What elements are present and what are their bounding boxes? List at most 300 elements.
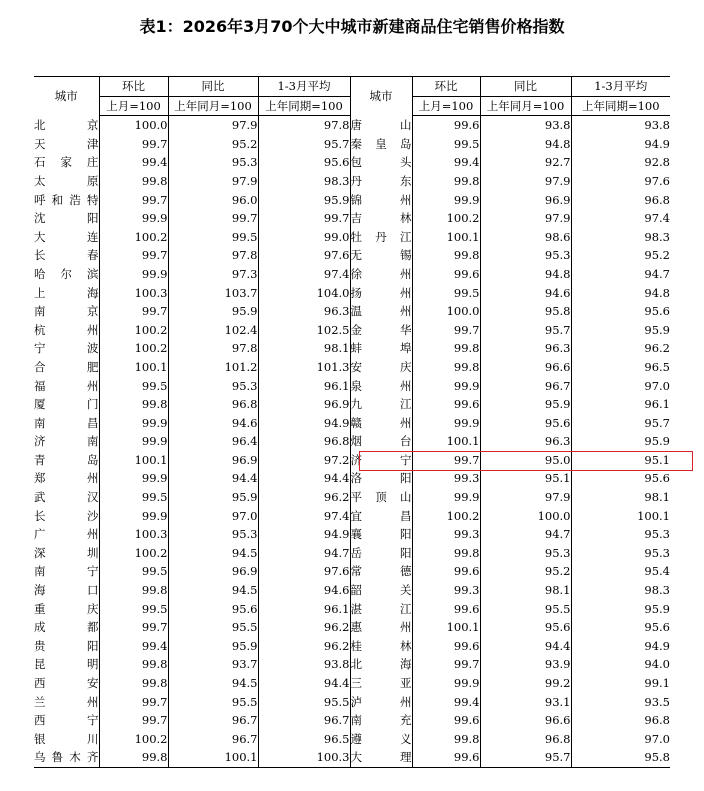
header-mom-left: 环比: [99, 77, 168, 97]
index-cell: 99.4: [99, 153, 168, 172]
table-row: [34, 302, 670, 321]
index-cell: 100.2: [99, 339, 168, 358]
header-mom-right: 环比: [412, 77, 480, 97]
table-row: [34, 711, 670, 730]
index-cell: 96.1: [258, 600, 350, 619]
index-cell: 99.8: [99, 748, 168, 767]
city-cell: 襄阳: [350, 525, 412, 544]
index-cell: 100.2: [99, 228, 168, 247]
index-cell: 95.2: [480, 562, 571, 581]
city-cell: 沈阳: [34, 211, 99, 226]
index-cell: 96.4: [168, 432, 258, 451]
city-cell: 惠州: [350, 618, 412, 637]
index-cell: 94.5: [168, 674, 258, 693]
index-cell: 95.1: [480, 469, 571, 488]
index-cell: 95.3: [168, 525, 258, 544]
index-cell: 99.7: [99, 246, 168, 265]
city-cell: 南昌: [34, 415, 99, 430]
index-cell: 95.9: [168, 637, 258, 656]
index-cell: 99.6: [412, 395, 480, 414]
city-cell: 北京: [34, 117, 99, 132]
index-cell: 97.8: [168, 339, 258, 358]
index-cell: 95.3: [480, 544, 571, 563]
index-cell: 100.1: [412, 432, 480, 451]
header-yoy-left: 同比: [168, 77, 258, 97]
index-cell: 100.3: [99, 284, 168, 303]
index-cell: 94.5: [168, 581, 258, 600]
header-avg-left: 1-3月平均: [258, 77, 350, 97]
city-cell: 郑州: [34, 471, 99, 486]
table-row: [34, 432, 670, 451]
index-cell: 93.1: [480, 693, 571, 712]
city-cell: 天津: [34, 136, 99, 151]
index-cell: 94.8: [571, 284, 670, 303]
index-cell: 94.6: [480, 284, 571, 303]
index-cell: 99.1: [571, 674, 670, 693]
index-cell: 97.4: [258, 265, 350, 284]
index-cell: 99.2: [480, 674, 571, 693]
index-cell: 96.5: [571, 358, 670, 377]
index-cell: 97.0: [168, 507, 258, 526]
index-cell: 94.5: [168, 544, 258, 563]
index-cell: 94.4: [168, 469, 258, 488]
index-cell: 96.8: [571, 711, 670, 730]
index-cell: 97.4: [258, 507, 350, 526]
index-cell: 99.5: [412, 135, 480, 154]
table-row: [34, 488, 670, 507]
header-yoy-base-left: 上年同月=100: [168, 96, 258, 116]
table-row: [34, 153, 670, 172]
table-row: [34, 358, 670, 377]
index-cell: 95.6: [258, 153, 350, 172]
index-cell: 94.6: [258, 581, 350, 600]
index-cell: 99.8: [412, 358, 480, 377]
table-row: [34, 618, 670, 637]
city-cell: 西安: [34, 676, 99, 690]
index-cell: 100.0: [99, 116, 168, 135]
city-cell: 扬州: [350, 284, 412, 303]
table-row: [34, 655, 670, 674]
index-cell: 94.4: [480, 637, 571, 656]
index-cell: 99.8: [99, 581, 168, 600]
city-cell: 哈尔滨: [34, 266, 99, 281]
index-cell: 94.8: [480, 265, 571, 284]
city-cell: 韶关: [350, 581, 412, 600]
index-cell: 96.9: [168, 562, 258, 581]
index-cell: 97.9: [480, 209, 571, 228]
index-cell: 99.5: [412, 284, 480, 303]
city-cell: 长沙: [34, 508, 99, 523]
index-cell: 99.6: [412, 265, 480, 284]
city-cell: 岳阳: [350, 544, 412, 563]
table-row: [34, 246, 670, 265]
table-body: [34, 116, 670, 768]
header-avg-base-left: 上年同期=100: [258, 96, 350, 116]
index-cell: 103.7: [168, 284, 258, 303]
table-row: [34, 600, 670, 619]
index-cell: 99.5: [99, 600, 168, 619]
city-cell: 乌鲁木齐: [34, 748, 99, 767]
city-cell: 三亚: [350, 674, 412, 693]
index-cell: 97.9: [168, 172, 258, 191]
index-cell: 96.6: [480, 358, 571, 377]
city-cell: 呼和浩特: [34, 192, 99, 207]
index-cell: 99.8: [412, 730, 480, 749]
city-cell: 太原: [34, 173, 99, 188]
index-cell: 94.7: [571, 265, 670, 284]
index-cell: 100.1: [168, 748, 258, 767]
city-cell: 成都: [34, 620, 99, 635]
index-cell: 99.8: [412, 339, 480, 358]
index-cell: 99.9: [412, 674, 480, 693]
index-cell: 100.1: [412, 618, 480, 637]
table-row: [34, 637, 670, 656]
city-cell: 济南: [34, 434, 99, 449]
index-cell: 96.3: [480, 432, 571, 451]
index-cell: 99.8: [412, 172, 480, 191]
index-cell: 97.9: [480, 488, 571, 507]
city-cell: 宜昌: [350, 507, 412, 526]
index-cell: 94.7: [258, 544, 350, 563]
city-cell: 唐山: [350, 116, 412, 135]
table-title: 表1：2026年3月70个大中城市新建商品住宅销售价格指数: [139, 17, 565, 36]
index-cell: 99.4: [412, 153, 480, 172]
index-cell: 99.3: [412, 581, 480, 600]
index-cell: 94.4: [258, 469, 350, 488]
index-cell: 95.6: [168, 600, 258, 619]
city-cell: 泉州: [350, 377, 412, 396]
city-cell: 平顶山: [350, 488, 412, 507]
index-cell: 99.9: [412, 414, 480, 433]
city-cell: 金华: [350, 321, 412, 340]
index-cell: 97.8: [258, 116, 350, 135]
index-cell: 99.6: [412, 711, 480, 730]
index-cell: 99.8: [99, 395, 168, 414]
index-cell: 99.7: [99, 302, 168, 321]
index-cell: 97.4: [571, 209, 670, 228]
index-cell: 94.8: [480, 135, 571, 154]
index-cell: 95.1: [571, 451, 670, 470]
table-row: [34, 284, 670, 303]
index-cell: 99.9: [99, 265, 168, 284]
index-cell: 96.3: [480, 339, 571, 358]
highlight-box-jining: [359, 451, 693, 471]
index-cell: 95.8: [480, 302, 571, 321]
index-cell: 99.5: [99, 562, 168, 581]
index-cell: 95.0: [480, 451, 571, 470]
city-cell: 北海: [350, 655, 412, 674]
index-cell: 97.9: [480, 172, 571, 191]
index-cell: 102.4: [168, 321, 258, 340]
city-cell: 福州: [34, 378, 99, 393]
table-row: [34, 414, 670, 433]
city-cell: 石家庄: [34, 155, 99, 170]
city-cell: 温州: [350, 302, 412, 321]
index-cell: 96.1: [571, 395, 670, 414]
index-cell: 99.9: [412, 488, 480, 507]
index-cell: 95.7: [480, 321, 571, 340]
index-cell: 99.7: [412, 451, 480, 470]
table-row: [34, 748, 670, 767]
city-cell: 重庆: [34, 601, 99, 616]
index-cell: 95.2: [168, 135, 258, 154]
index-cell: 95.9: [168, 488, 258, 507]
index-cell: 97.9: [168, 116, 258, 135]
city-cell: 秦皇岛: [350, 135, 412, 154]
index-cell: 95.3: [168, 153, 258, 172]
index-cell: 97.6: [571, 172, 670, 191]
index-cell: 95.5: [480, 600, 571, 619]
table-row: [34, 209, 670, 228]
index-cell: 99.9: [99, 507, 168, 526]
index-cell: 99.4: [99, 637, 168, 656]
city-cell: 常德: [350, 562, 412, 581]
city-cell: 包头: [350, 153, 412, 172]
index-cell: 99.8: [99, 674, 168, 693]
index-cell: 99.5: [99, 488, 168, 507]
index-cell: 95.6: [480, 414, 571, 433]
index-cell: 100.1: [99, 451, 168, 470]
index-cell: 104.0: [258, 284, 350, 303]
table-row: [34, 135, 670, 154]
index-cell: 98.1: [258, 339, 350, 358]
index-cell: 99.8: [99, 655, 168, 674]
index-cell: 95.9: [168, 302, 258, 321]
index-cell: 95.9: [571, 321, 670, 340]
city-cell: 泸州: [350, 693, 412, 712]
table-row: [34, 544, 670, 563]
index-cell: 99.5: [99, 377, 168, 396]
city-cell: 合肥: [34, 359, 99, 374]
city-cell: 武汉: [34, 490, 99, 505]
table-row: [34, 228, 670, 247]
city-cell: 南宁: [34, 564, 99, 579]
index-cell: 99.7: [168, 209, 258, 228]
index-cell: 95.3: [480, 246, 571, 265]
index-cell: 99.8: [412, 544, 480, 563]
index-cell: 94.6: [168, 414, 258, 433]
index-cell: 96.7: [168, 711, 258, 730]
index-cell: 95.2: [571, 246, 670, 265]
index-cell: 92.8: [571, 153, 670, 172]
index-cell: 99.7: [99, 191, 168, 210]
index-cell: 99.3: [412, 525, 480, 544]
index-cell: 96.8: [168, 395, 258, 414]
table-row: [34, 339, 670, 358]
table-row: [34, 116, 670, 135]
city-cell: 桂林: [350, 637, 412, 656]
index-cell: 96.2: [571, 339, 670, 358]
city-cell: 南京: [34, 304, 99, 319]
index-cell: 95.9: [480, 395, 571, 414]
index-cell: 96.1: [258, 377, 350, 396]
index-cell: 99.5: [168, 228, 258, 247]
table-row: [34, 265, 670, 284]
header-avg-base-right: 上年同期=100: [571, 96, 670, 116]
index-cell: 99.7: [258, 209, 350, 228]
city-cell: 西宁: [34, 713, 99, 728]
index-cell: 101.2: [168, 358, 258, 377]
index-cell: 96.2: [258, 488, 350, 507]
city-cell: 烟台: [350, 432, 412, 451]
index-cell: 99.9: [99, 432, 168, 451]
table-row: [34, 377, 670, 396]
header-city-left: 城市: [34, 77, 99, 116]
city-cell: 蚌埠: [350, 339, 412, 358]
index-cell: 99.7: [412, 321, 480, 340]
index-cell: 100.3: [99, 525, 168, 544]
index-cell: 96.2: [258, 637, 350, 656]
index-cell: 95.3: [571, 525, 670, 544]
index-cell: 99.6: [412, 600, 480, 619]
table-row: [34, 321, 670, 340]
index-cell: 95.3: [571, 544, 670, 563]
index-cell: 95.6: [571, 469, 670, 488]
city-cell: 兰州: [34, 694, 99, 709]
table-row: [34, 693, 670, 712]
header-yoy-right: 同比: [480, 77, 571, 97]
city-cell: 深圳: [34, 545, 99, 560]
index-cell: 97.3: [168, 265, 258, 284]
index-cell: 96.8: [258, 432, 350, 451]
index-cell: 95.5: [168, 618, 258, 637]
index-cell: 94.7: [480, 525, 571, 544]
city-cell: 宁波: [34, 341, 99, 356]
city-cell: 吉林: [350, 209, 412, 228]
table-row: [34, 581, 670, 600]
index-cell: 96.8: [571, 191, 670, 210]
table-row: [34, 172, 670, 191]
index-cell: 95.9: [571, 600, 670, 619]
index-cell: 93.5: [571, 693, 670, 712]
table-row: [34, 674, 670, 693]
index-cell: 96.2: [258, 618, 350, 637]
index-cell: 96.9: [258, 395, 350, 414]
city-cell: 昆明: [34, 657, 99, 672]
index-cell: 100.3: [258, 748, 350, 767]
index-cell: 100.0: [480, 507, 571, 526]
index-cell: 100.1: [412, 228, 480, 247]
index-cell: 95.6: [571, 302, 670, 321]
index-cell: 92.7: [480, 153, 571, 172]
index-cell: 96.6: [480, 711, 571, 730]
index-cell: 93.7: [168, 655, 258, 674]
index-cell: 98.1: [480, 581, 571, 600]
index-cell: 95.9: [571, 432, 670, 451]
index-cell: 95.7: [258, 135, 350, 154]
index-cell: 101.3: [258, 358, 350, 377]
index-cell: 96.0: [168, 191, 258, 210]
index-cell: 95.9: [258, 191, 350, 210]
city-cell: 无锡: [350, 246, 412, 265]
city-cell: 广州: [34, 527, 99, 542]
city-cell: 青岛: [34, 452, 99, 467]
index-cell: 99.6: [412, 116, 480, 135]
index-cell: 96.7: [258, 711, 350, 730]
city-cell: 湛江: [350, 600, 412, 619]
index-cell: 100.2: [99, 544, 168, 563]
index-cell: 100.1: [571, 507, 670, 526]
city-cell: 济宁: [350, 451, 412, 470]
index-cell: 99.6: [412, 562, 480, 581]
table-row: [34, 730, 670, 749]
index-cell: 93.9: [480, 655, 571, 674]
index-cell: 100.2: [412, 209, 480, 228]
city-cell: 锦州: [350, 191, 412, 210]
table-row: [34, 562, 670, 581]
index-cell: 99.7: [99, 711, 168, 730]
index-cell: 99.7: [99, 693, 168, 712]
index-cell: 99.9: [412, 377, 480, 396]
index-cell: 98.3: [258, 172, 350, 191]
city-cell: 遵义: [350, 730, 412, 749]
index-cell: 99.3: [412, 469, 480, 488]
header-mom-base-left: 上月=100: [99, 96, 168, 116]
index-cell: 99.7: [412, 655, 480, 674]
index-cell: 95.8: [571, 748, 670, 767]
index-cell: 97.6: [258, 562, 350, 581]
index-cell: 95.3: [168, 377, 258, 396]
index-cell: 99.8: [99, 172, 168, 191]
index-cell: 94.9: [258, 414, 350, 433]
table-row: [34, 525, 670, 544]
index-cell: 94.9: [571, 135, 670, 154]
table-row: [34, 191, 670, 210]
city-cell: 上海: [34, 285, 99, 300]
index-cell: 99.9: [99, 414, 168, 433]
index-cell: 97.0: [571, 730, 670, 749]
index-cell: 100.2: [99, 321, 168, 340]
index-cell: 100.2: [99, 730, 168, 749]
index-cell: 93.8: [571, 116, 670, 135]
city-cell: 九江: [350, 395, 412, 414]
index-cell: 96.9: [480, 191, 571, 210]
table-row: [34, 395, 670, 414]
table-row: [34, 469, 670, 488]
index-cell: 94.9: [571, 637, 670, 656]
header-yoy-base-right: 上年同月=100: [480, 96, 571, 116]
index-cell: 93.8: [480, 116, 571, 135]
city-cell: 大理: [350, 748, 412, 767]
index-cell: 95.5: [168, 693, 258, 712]
index-cell: 99.6: [412, 637, 480, 656]
city-cell: 杭州: [34, 322, 99, 337]
index-cell: 97.2: [258, 451, 350, 470]
index-cell: 94.4: [258, 674, 350, 693]
index-cell: 99.7: [99, 618, 168, 637]
index-cell: 95.7: [480, 748, 571, 767]
index-cell: 99.0: [258, 228, 350, 247]
index-cell: 99.9: [99, 209, 168, 228]
city-cell: 长春: [34, 248, 99, 263]
index-cell: 96.5: [258, 730, 350, 749]
index-cell: 93.8: [258, 655, 350, 674]
index-cell: 99.4: [412, 693, 480, 712]
index-cell: 99.9: [412, 191, 480, 210]
city-cell: 海口: [34, 583, 99, 598]
city-cell: 洛阳: [350, 469, 412, 488]
city-cell: 银川: [34, 731, 99, 746]
city-cell: 贵阳: [34, 638, 99, 653]
index-cell: 97.0: [571, 377, 670, 396]
index-cell: 98.1: [571, 488, 670, 507]
header-mom-base-right: 上月=100: [412, 96, 480, 116]
index-cell: 96.9: [168, 451, 258, 470]
index-cell: 96.7: [168, 730, 258, 749]
index-cell: 94.9: [258, 525, 350, 544]
index-cell: 95.7: [571, 414, 670, 433]
index-cell: 96.7: [480, 377, 571, 396]
